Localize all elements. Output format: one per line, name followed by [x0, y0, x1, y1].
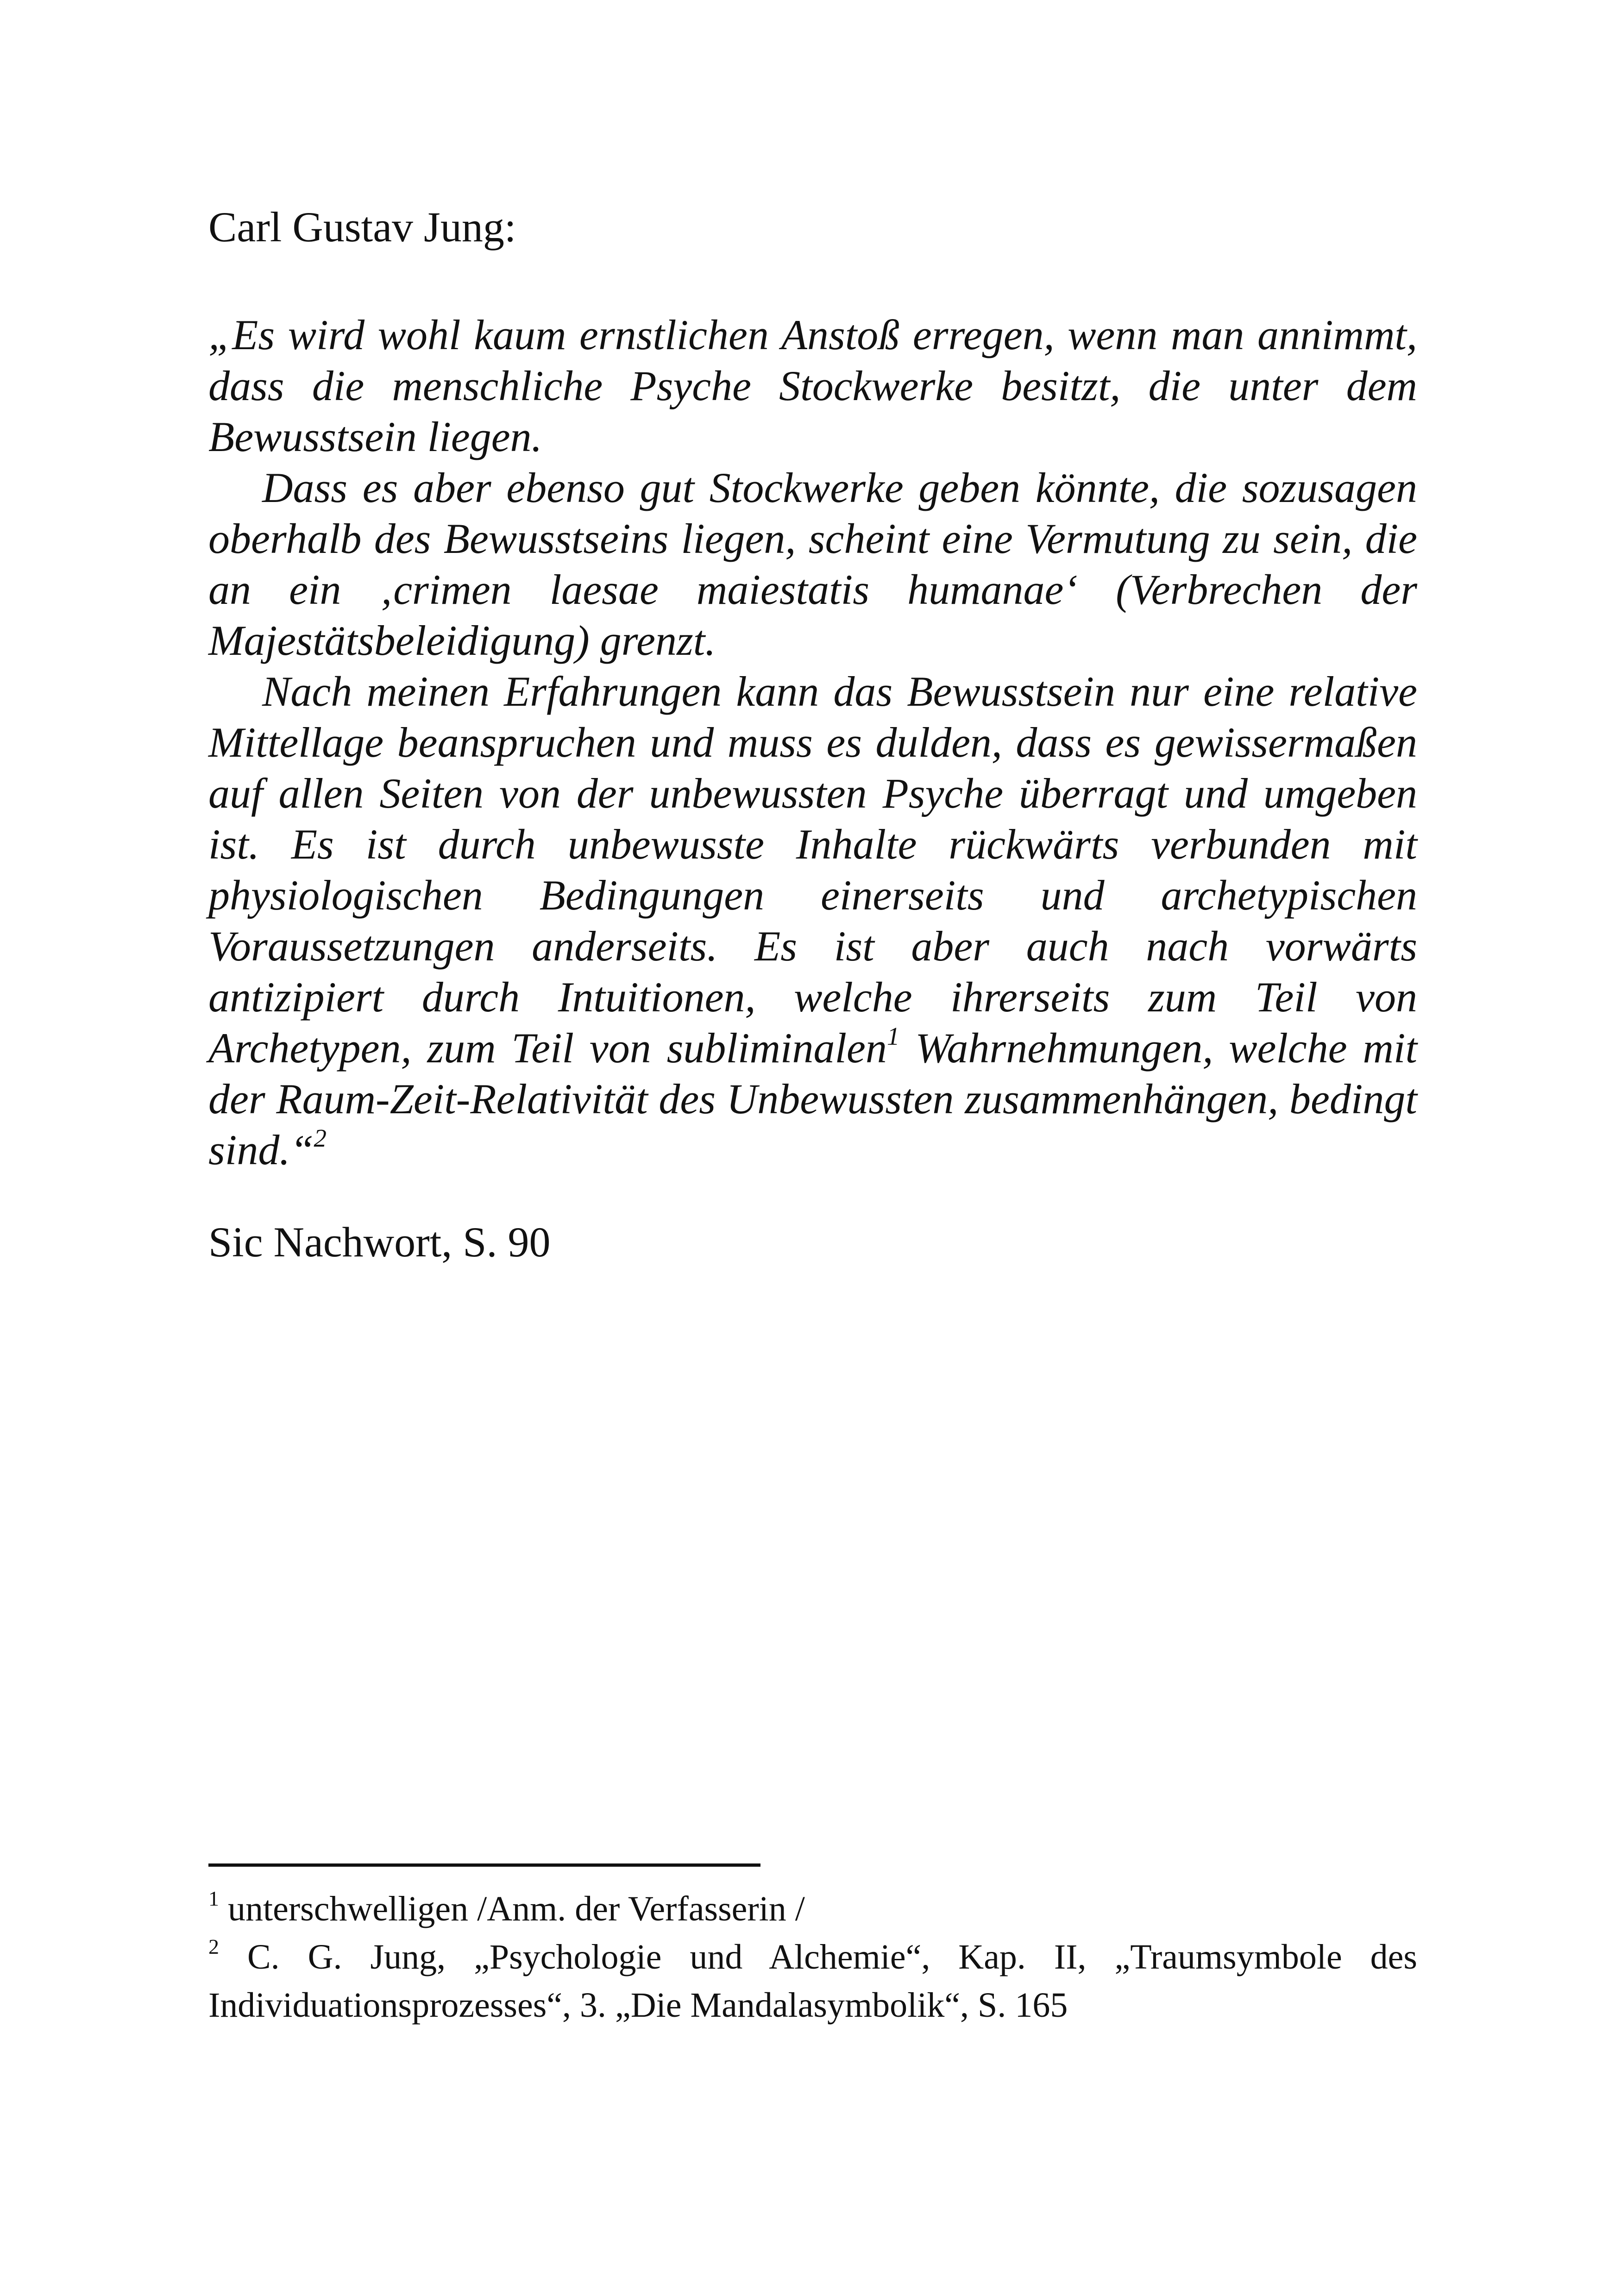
author-heading: Carl Gustav Jung: — [208, 203, 516, 251]
footnotes-block — [208, 1885, 1417, 2029]
quote-paragraph-2: Dass es aber ebenso gut Stockwerke geben könnte, die sozusagen oberhalb des Bewusstseins liegen, scheint eine Vermutung zu sein, die an ein ‚crimen laesae maiestatis humanae‘ (Verbrechen der Majestätsbeleidigung) grenzt. — [208, 464, 1417, 664]
footnote-marker: 1 — [208, 1887, 219, 1910]
footnote-marker: 2 — [208, 1935, 219, 1958]
quote-paragraph-1: „Es wird wohl kaum ernstlichen Anstoß erregen, wenn man annimmt, dass die menschliche Psyche Stockwerke besitzt, die unter dem Bewusstsein liegen. — [208, 311, 1417, 460]
footnote-text: unterschwelligen /Anm. der Verfasserin / — [219, 1889, 805, 1928]
quote-block — [208, 309, 1417, 1175]
footnote-reference-2: 2 — [314, 1124, 327, 1152]
quote-paragraph-3 — [208, 666, 1417, 1175]
footnote-2 — [208, 1933, 1417, 2029]
quote-paragraph-3-text-part-1: Nach meinen Erfahrungen kann das Bewusstsein nur eine relative Mittellage beanspruchen und muss es dulden, dass es gewissermaßen auf allen Seiten von der unbewussten Psyche überragt und umgeben ist. Es ist durch unbewusste Inhalte rückwärts verbunden mit physiologischen Bedingungen einerseits und archetypischen Voraussetzungen anderseits. Es ist aber auch nach vorwärts antizipiert durch Intuitionen, welche ihrerseits zum Teil von Archetypen, zum Teil von subliminalen — [208, 668, 1417, 1072]
footnote-reference-1: 1 — [886, 1022, 900, 1050]
source-reference: Sic Nachwort, S. 90 — [208, 1218, 551, 1266]
footnote-separator — [208, 1863, 760, 1867]
quote-paragraph-3-text-part-2: Wahrnehmungen, welche mit der Raum-Zeit-Relativität des Unbewussten zusammenhängen, bedingt sind.“ — [208, 1024, 1417, 1173]
footnote-text: C. G. Jung, „Psychologie und Alchemie“, Kap. II, „Traumsymbole des Individuationsprozesses“, 3. „Die Mandalasymbolik“, S. 165 — [208, 1938, 1417, 2025]
footnote-1 — [208, 1885, 1417, 1933]
